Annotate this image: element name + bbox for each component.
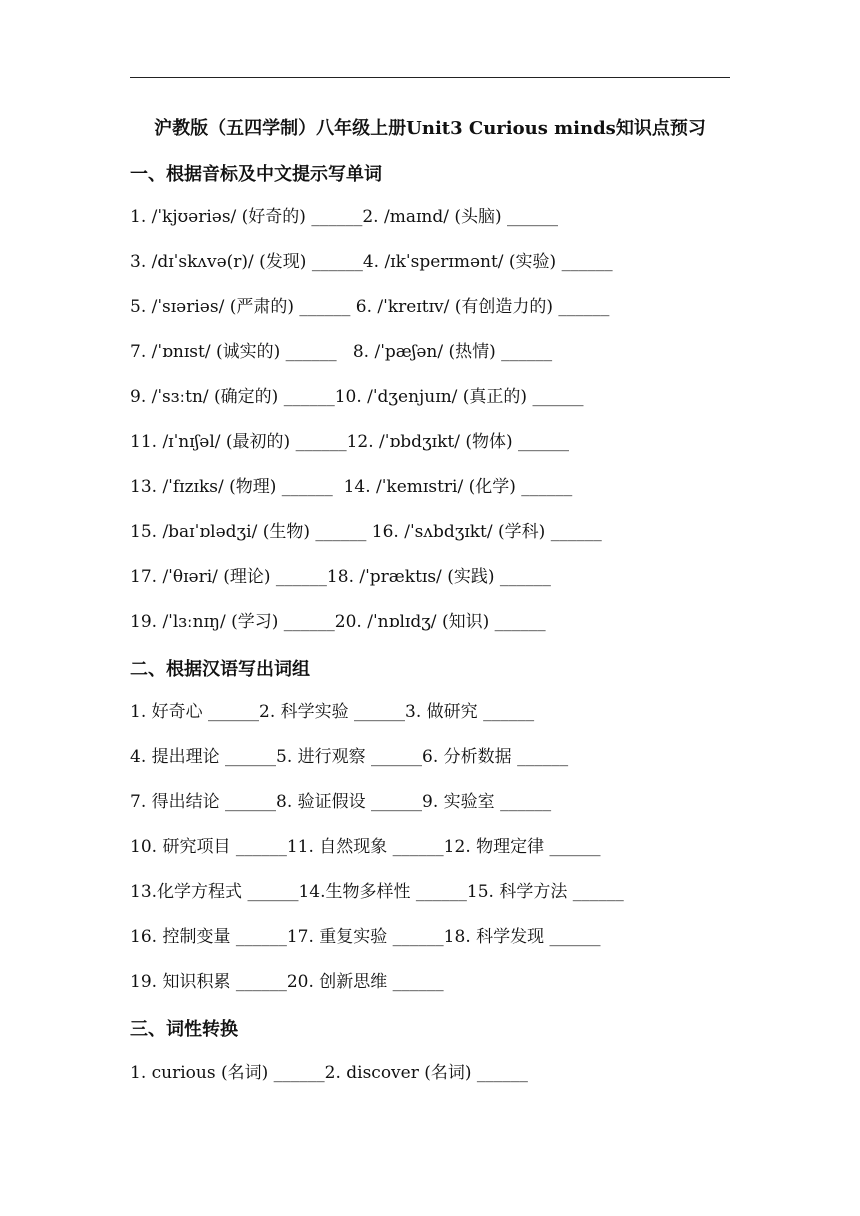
exercise-line: 4. 提出理论 ______5. 进行观察 ______6. 分析数据 ______ (130, 747, 569, 767)
exercise-line: 5. /ˈsɪəriəs/ (严肃的) ______ 6. /ˈkreɪtɪv/ (有创造力的) ______ (130, 297, 610, 317)
exercise-line: 16. 控制变量 ______17. 重复实验 ______18. 科学发现 ______ (130, 927, 601, 947)
section-2-heading: 二、根据汉语写出词组 (130, 659, 310, 680)
exercise-line: 7. 得出结论 ______8. 验证假设 ______9. 实验室 ______ (130, 792, 552, 812)
exercise-line: 13. /ˈfɪzɪks/ (物理) ______ 14. /ˈkemɪstri/ (化学) ______ (130, 477, 573, 497)
exercise-line: 13.化学方程式 ______14.生物多样性 ______15. 科学方法 ______ (130, 882, 624, 902)
exercise-line: 9. /ˈsɜːtn/ (确定的) ______10. /ˈdʒenjuɪn/ (真正的) ______ (130, 387, 584, 407)
exercise-line: 7. /ˈɒnɪst/ (诚实的) ______ 8. /ˈpæʃən/ (热情) ______ (130, 342, 553, 362)
exercise-line: 1. 好奇心 ______2. 科学实验 ______3. 做研究 ______ (130, 702, 535, 722)
section-3-heading: 三、词性转换 (130, 1019, 238, 1040)
header-rule (130, 77, 730, 78)
exercise-line: 11. /ɪˈnɪʃəl/ (最初的) ______12. /ˈɒbdʒɪkt/ (物体) ______ (130, 432, 570, 452)
exercise-line: 1. curious (名词) ______2. discover (名词) ______ (130, 1063, 528, 1083)
exercise-line: 1. /ˈkjʊəriəs/ (好奇的) ______2. /maɪnd/ (头脑) ______ (130, 207, 559, 227)
exercise-line: 17. /ˈθɪəri/ (理论) ______18. /ˈpræktɪs/ (实践) ______ (130, 567, 551, 587)
document-title: 沪教版（五四学制）八年级上册Unit3 Curious minds知识点预习 (154, 118, 706, 139)
exercise-line: 15. /baɪˈɒlədʒi/ (生物) ______ 16. /ˈsʌbdʒɪkt/ (学科) ______ (130, 522, 602, 542)
section-1-heading: 一、根据音标及中文提示写单词 (130, 164, 382, 185)
exercise-line: 10. 研究项目 ______11. 自然现象 ______12. 物理定律 ______ (130, 837, 601, 857)
exercise-line: 3. /dɪˈskʌvə(r)/ (发现) ______4. /ɪkˈsperɪmənt/ (实验) ______ (130, 252, 613, 272)
exercise-line: 19. 知识积累 ______20. 创新思维 ______ (130, 972, 444, 992)
exercise-line: 19. /ˈlɜːnɪŋ/ (学习) ______20. /ˈnɒlɪdʒ/ (知识) ______ (130, 612, 546, 632)
